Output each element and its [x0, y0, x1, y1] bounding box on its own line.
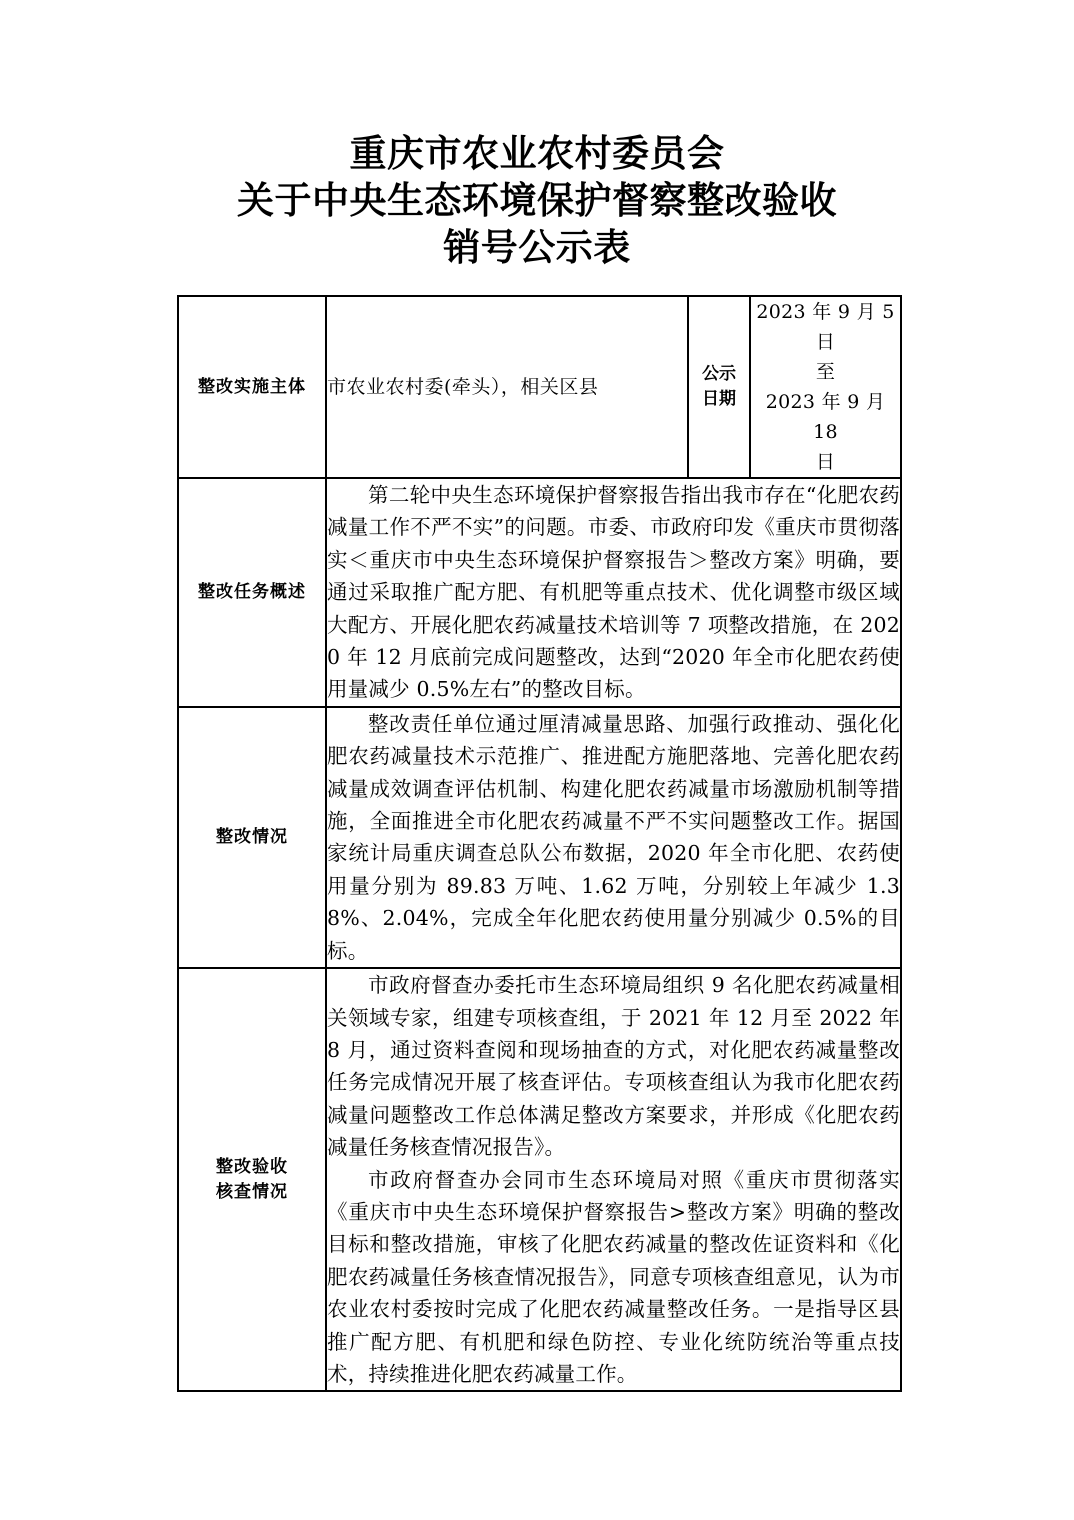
- publicity-date-label-line-2: 日期: [702, 389, 736, 409]
- row-label-subject-text: 整改实施主体: [198, 376, 306, 397]
- row-label-acceptance-line-2: 核查情况: [216, 1181, 288, 1202]
- row-label-progress-text: 整改情况: [216, 826, 288, 847]
- publicity-date-end: 2023 年 9 月 18: [765, 391, 886, 443]
- acceptance-paragraph-2: 市政府督查办会同市生态环境局对照《重庆市贯彻落实《重庆市中央生态环境保护督察报告>整改方案》明确的整改目标和整改措施，审核了化肥农药减量的整改佐证资料和《化肥农药减量任务核查情况报告》，同意专项核查组意见，认为市农业农村委按时完成了化肥农药减量整改任务。一是指导区县推广配方肥、有机肥和绿色防控、专业化统防统治等重点技术，持续推进化肥农药减量工作。: [327, 1167, 900, 1386]
- task-overview-paragraph-1: 第二轮中央生态环境保护督察报告指出我市存在“化肥农药减量工作不严不实”的问题。市委、市政府印发《重庆市贯彻落实＜重庆市中央生态环境保护督察报告＞整改方案》明确，要通过采取推广配方肥、有机肥等重点技术、优化调整市级区域大配方、开展化肥农药减量技术培训等 7 项整改措施，在 2020 年 12 月底前完成问题整改，达到“2020 年全市化肥农药使用量减少 0.5%左右”的整改目标。: [327, 483, 900, 702]
- publicity-date-label-line-1: 公示: [702, 364, 736, 384]
- row-label-acceptance: [178, 968, 326, 1391]
- publicity-date-start: 2023 年 9 月 5 日: [756, 301, 895, 353]
- publicity-date-label: [688, 296, 750, 478]
- progress-body: [326, 707, 901, 968]
- publicity-date-value: [750, 296, 901, 478]
- task-overview-body: [326, 478, 901, 707]
- acceptance-body: [326, 968, 901, 1391]
- row-label-task-overview: [178, 478, 326, 707]
- publicity-date-end-suffix: 日: [815, 451, 836, 473]
- table-row-subject: [178, 296, 901, 478]
- row-label-acceptance-line-1: 整改验收: [216, 1156, 288, 1177]
- publicity-date-separator: 至: [815, 361, 836, 383]
- progress-paragraph-1: 整改责任单位通过厘清减量思路、加强行政推动、强化化肥农药减量技术示范推广、推进配方施肥落地、完善化肥农药减量成效调查评估机制、构建化肥农药减量市场激励机制等措施，全面推进全市化肥农药减量不严不实问题整改工作。据国家统计局重庆调查总队公布数据，2020 年全市化肥、农药使用量分别为 89.83 万吨、1.62 万吨，分别较上年减少 1.38%、2.04%，完成全年化肥农药使用量分别减少 0.5%的目标。: [327, 711, 900, 963]
- row-label-task-overview-text: 整改任务概述: [198, 581, 306, 602]
- publicity-table: [177, 295, 902, 1392]
- table-row-acceptance: [178, 968, 901, 1391]
- title-line-3: 销号公示表: [443, 225, 631, 269]
- row-label-progress: [178, 707, 326, 968]
- implementing-subject-value: 市农业农村委(牵头），相关区县: [326, 296, 688, 478]
- acceptance-paragraph-1: 市政府督查办委托市生态环境局组织 9 名化肥农药减量相关领域专家，组建专项核查组，于 2021 年 12 月至 2022 年 8 月，通过资料查阅和现场抽查的方式，对化肥农药减量整改任务完成情况开展了核查评估。专项核查组认为我市化肥农药减量问题整改工作总体满足整改方案要求，并形成《化肥农药减量任务核查情况报告》。: [327, 973, 900, 1160]
- title-line-2: 关于中央生态环境保护督察整改验收: [237, 178, 837, 222]
- row-label-subject: [178, 296, 326, 478]
- table-row-progress: [178, 707, 901, 968]
- title-line-1: 重庆市农业农村委员会: [349, 131, 725, 175]
- page-title: [0, 130, 1074, 271]
- table-row-task-overview: [178, 478, 901, 707]
